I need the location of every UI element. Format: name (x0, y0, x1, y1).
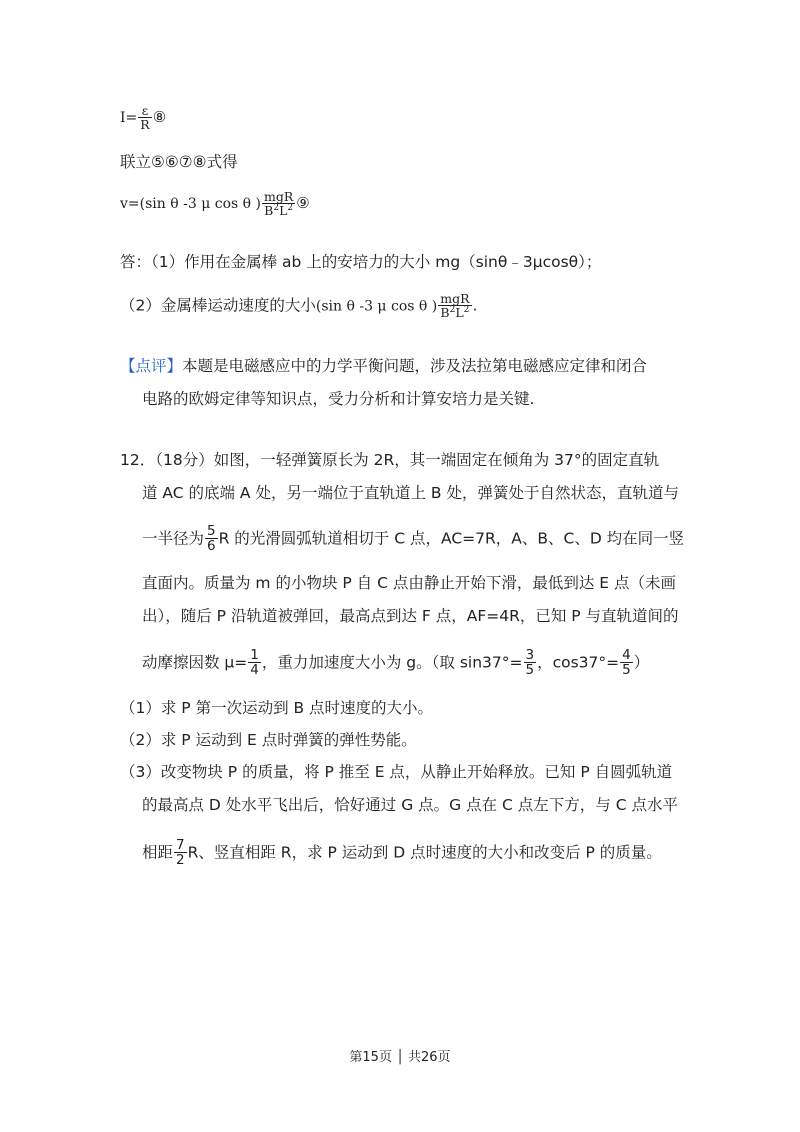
q12-sub-3-line-2: 的最高点 D 处水平飞出后，恰好通过 G 点。G 点在 C 点左下方，与 C 点水平 (142, 796, 678, 814)
q12-line-5: 出），随后 P 沿轨道被弹回，最高点到达 F 点，AF=4R，已知 P 与直轨道间的 (142, 607, 679, 625)
comment-tag: 【点评】 (120, 357, 183, 375)
cos-numerator: 4 (622, 647, 631, 663)
comment-line-2: 电路的欧姆定律等知识点，受力分析和计算安培力是关键. (142, 390, 535, 408)
q12-sub-2: （2）求 P 运动到 E 点时弹簧的弹性势能。 (120, 731, 417, 749)
q12-sub-3-line-1: （3）改变物块 P 的质量，将 P 推至 E 点，从静止开始释放。已知 P 自圆弧轨道 (120, 763, 673, 781)
q12-line-6: 动摩擦因数 μ= $\frac{1}{4}$ ，重力加速度大小为 g。（取 sin37°= $\frac{3}{5}$ ，cos37°= $\frac{4}{5}$ ） (142, 647, 650, 679)
q12-line-4: 直面内。质量为 m 的小物块 P 自 C 点由静止开始下滑，最低到达 E 点（未画 (142, 574, 676, 592)
q12-line-2: 道 AC 的底端 A 处，另一端位于直轨道上 B 处，弹簧处于自然状态，直轨道与 (142, 484, 679, 502)
formula-i-numerator: ε (138, 104, 151, 118)
page-footer: 第15页 │ 共26页 (349, 1050, 451, 1065)
formula-i (120, 104, 166, 132)
answer-2-denominator: $B^2L^2$ (440, 305, 470, 321)
radius-fraction-numerator: 5 (207, 523, 216, 539)
answer-2 (120, 292, 477, 320)
answer-2-expr: (sin θ -3 μ cos θ ) (315, 298, 438, 315)
mu-denominator: 4 (250, 662, 259, 679)
distance-fraction-numerator: 7 (176, 837, 185, 853)
q12-sub-3-line-3: 相距 $\frac{7}{2}$ R、竖直相距 R，求 P 运动到 D 点时速度的大小和改变后 P 的质量。 (142, 837, 662, 869)
formula-v-denominator: $B^2L^2$ (264, 203, 294, 219)
formula-i-denominator: R (140, 117, 150, 133)
combine-line: 联立⑤⑥⑦⑧式得 (120, 153, 238, 171)
formula-v (120, 190, 310, 218)
answer-2-suffix: . (472, 296, 478, 315)
formula-i-lhs: I= (120, 109, 138, 126)
formula-v-numerator: mgR (264, 189, 294, 204)
answer-1: 答：（1）作用在金属棒 ab 上的安培力的大小 mg（sinθ﹣3μcosθ）； (120, 253, 602, 271)
formula-i-tag: ⑧ (152, 107, 167, 126)
radius-fraction-denominator: 6 (207, 538, 216, 555)
formula-v-lhs: v=(sin θ -3 μ cos θ ) (120, 196, 261, 213)
q12-line-3: 一半径为 $\frac{5}{6}$ R 的光滑圆弧轨道相切于 C 点，AC=7R，A、B、C、D 均在同一竖 (142, 523, 685, 555)
q12-line-1: 12．（18分）如图，一轻弹簧原长为 2R，其一端固定在倾角为 37°的固定直轨 (120, 451, 660, 469)
answer-2-prefix: （2）金属棒运动速度的大小 (120, 296, 316, 315)
answer-2-numerator: mgR (440, 291, 470, 306)
sin-numerator: 3 (525, 647, 535, 663)
comment-line-1 (120, 357, 647, 376)
formula-v-tag: ⑨ (296, 194, 310, 213)
comment-text-1: 本题是电磁感应中的力学平衡问题，涉及法拉第电磁感应定律和闭合 (182, 357, 648, 375)
cos-denominator: 5 (622, 662, 631, 679)
distance-fraction-denominator: 2 (176, 852, 185, 869)
q12-sub-1: （1）求 P 第一次运动到 B 点时速度的大小。 (120, 699, 434, 717)
mu-numerator: 1 (250, 647, 259, 663)
sin-denominator: 5 (525, 662, 535, 679)
